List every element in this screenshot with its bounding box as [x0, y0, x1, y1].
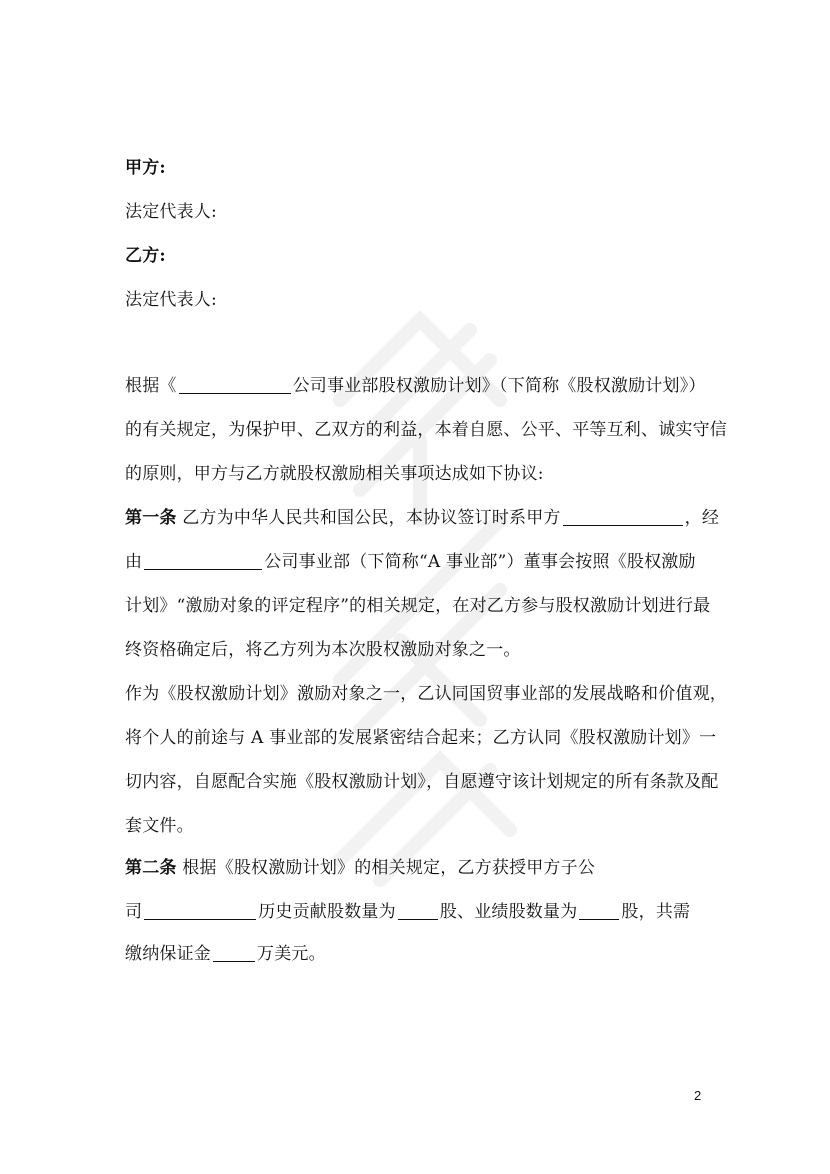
- article-1-text: 公司事业部（下简称“A 事业部”）董事会按照《股权激励: [264, 552, 696, 572]
- article-1-line-3: 计划》“激励对象的评定程序”的相关规定，在对乙方参与股权激励计划进行最: [125, 596, 711, 616]
- article-1-text: 由: [125, 552, 143, 572]
- article-1-text: ，经: [684, 508, 720, 528]
- article-2-text: 历史贡献股数量为: [258, 902, 396, 922]
- article-1-line-4: 终资格确定后，将乙方列为本次股权激励对象之一。: [125, 640, 521, 660]
- article-2-line-3: [125, 942, 326, 966]
- article-2-line-2: [125, 900, 690, 924]
- watermark: [300, 260, 530, 900]
- article-2-line-1: [125, 856, 595, 880]
- article-2-text: 根据《股权激励计划》的相关规定，乙方获授甲方子公: [182, 858, 596, 878]
- article-1-paragraph-2-line-4: 套文件。: [125, 816, 194, 836]
- party-a-label: 甲方:: [125, 158, 166, 178]
- article-1-line-2: [125, 550, 696, 574]
- article-1-paragraph-2-line-2: 将个人的前途与 A 事业部的发展紧密结合起来；乙方认同《股权激励计划》一: [125, 728, 717, 748]
- company-blank[interactable]: [144, 551, 262, 570]
- article-1-paragraph-2-line-1: 作为《股权激励计划》激励对象之一，乙认同国贸事业部的发展战略和价值观，: [125, 684, 727, 704]
- company-name-blank[interactable]: [179, 375, 291, 394]
- article-2-text: 万美元。: [257, 944, 326, 964]
- article-2-text: 司: [125, 902, 143, 922]
- party-b-representative-label: 法定代表人:: [125, 290, 217, 310]
- party-a-representative-label: 法定代表人:: [125, 202, 217, 222]
- article-1-text: 乙方为中华人民共和国公民，本协议签订时系甲方: [182, 508, 561, 528]
- preamble-text: 根据《: [125, 376, 177, 396]
- article-2-text: 股、业绩股数量为: [439, 902, 578, 922]
- subsidiary-blank[interactable]: [144, 901, 256, 920]
- article-2-text: 缴纳保证金: [125, 944, 211, 964]
- performance-shares-blank[interactable]: [579, 901, 619, 920]
- article-2-title: 第二条: [125, 858, 177, 878]
- page-number: 2: [694, 1088, 702, 1103]
- historical-shares-blank[interactable]: [398, 901, 438, 920]
- deposit-amount-blank[interactable]: [213, 943, 255, 962]
- article-1-title: 第一条: [125, 508, 177, 528]
- article-1-paragraph-2-line-3: 切内容，自愿配合实施《股权激励计划》，自愿遵守该计划规定的所有条款及配: [125, 772, 719, 792]
- preamble-line-1: [125, 374, 706, 398]
- preamble-line-2: 的有关规定，为保护甲、乙双方的利益，本着自愿、公平、平等互利、诚实守信: [125, 420, 727, 440]
- article-2-text: 股，共需: [621, 902, 691, 922]
- preamble-line-3: 的原则，甲方与乙方就股权激励相关事项达成如下协议:: [125, 464, 544, 484]
- preamble-text: 公司事业部股权激励计划》（下简称《股权激励计划》）: [292, 376, 706, 396]
- article-1-line-1: [125, 506, 719, 530]
- party-b-label: 乙方:: [125, 246, 166, 266]
- position-blank[interactable]: [563, 507, 683, 526]
